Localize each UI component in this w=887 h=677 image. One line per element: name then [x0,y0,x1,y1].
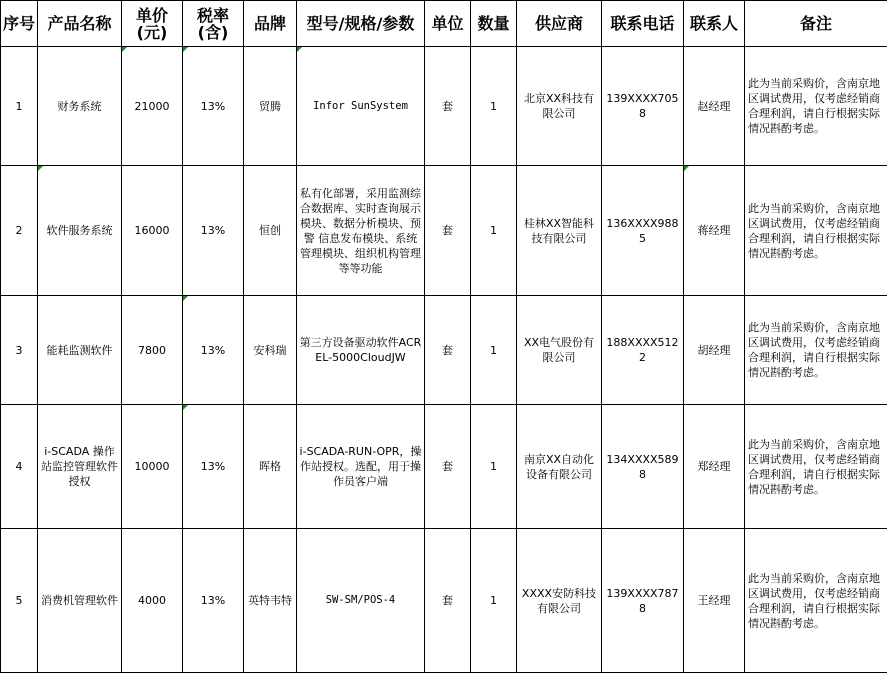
cell-unit-price[interactable]: 10000 [122,405,183,529]
cell-product-name[interactable]: 能耗监测软件 [38,296,122,405]
cell-remark[interactable]: 此为当前采购价，含南京地区调试费用，仅考虑经销商合理利润，请自行根据实际情况斟酌考虑。 [745,296,887,405]
table-row [1,296,887,405]
cell-product-name[interactable]: 软件服务系统 [38,166,122,296]
header-brand[interactable]: 品牌 [244,1,297,47]
header-supplier[interactable]: 供应商 [517,1,602,47]
cell-supplier[interactable]: XXXX安防科技有限公司 [517,529,602,673]
header-unit-price[interactable]: 单价(元) [122,1,183,47]
cell-no[interactable]: 3 [1,296,38,405]
cell-remark[interactable]: 此为当前采购价，含南京地区调试费用，仅考虑经销商合理利润，请自行根据实际情况斟酌考虑。 [745,47,887,166]
cell-brand[interactable]: 英特韦特 [244,529,297,673]
cell-unit-price[interactable]: 16000 [122,166,183,296]
cell-quantity[interactable]: 1 [471,529,517,673]
cell-unit[interactable]: 套 [425,47,471,166]
cell-supplier[interactable]: 北京XX科技有限公司 [517,47,602,166]
header-quantity[interactable]: 数量 [471,1,517,47]
cell-product-name[interactable]: 财务系统 [38,47,122,166]
cell-quantity[interactable]: 1 [471,166,517,296]
cell-brand[interactable]: 晖格 [244,405,297,529]
cell-no[interactable]: 1 [1,47,38,166]
cell-spec[interactable]: i-SCADA-RUN-OPR，操作站授权。选配，用于操作员客户端 [297,405,425,529]
cell-no[interactable]: 2 [1,166,38,296]
cell-unit[interactable]: 套 [425,529,471,673]
cell-tax-rate[interactable]: 13% [183,405,244,529]
cell-contact[interactable]: 赵经理 [684,47,745,166]
cell-brand[interactable]: 恒创 [244,166,297,296]
cell-unit[interactable]: 套 [425,296,471,405]
cell-quantity[interactable]: 1 [471,47,517,166]
cell-contact[interactable]: 胡经理 [684,296,745,405]
header-row [1,1,887,47]
table-row [1,405,887,529]
header-product-name[interactable]: 产品名称 [38,1,122,47]
cell-product-name[interactable]: 消费机管理软件 [38,529,122,673]
cell-phone[interactable]: 139XXXX7058 [602,47,684,166]
header-unit[interactable]: 单位 [425,1,471,47]
header-tax-rate[interactable]: 税率(含) [183,1,244,47]
cell-remark[interactable]: 此为当前采购价，含南京地区调试费用，仅考虑经销商合理利润，请自行根据实际情况斟酌考虑。 [745,166,887,296]
cell-phone[interactable]: 134XXXX5898 [602,405,684,529]
cell-quantity[interactable]: 1 [471,296,517,405]
cell-phone[interactable]: 136XXXX9885 [602,166,684,296]
cell-quantity[interactable]: 1 [471,405,517,529]
cell-spec[interactable]: 第三方设备驱动软件ACREL-5000CloudJW [297,296,425,405]
cell-unit[interactable]: 套 [425,166,471,296]
cell-phone[interactable]: 139XXXX7878 [602,529,684,673]
cell-remark[interactable]: 此为当前采购价，含南京地区调试费用，仅考虑经销商合理利润，请自行根据实际情况斟酌考虑。 [745,529,887,673]
cell-brand[interactable]: 贸腾 [244,47,297,166]
cell-remark[interactable]: 此为当前采购价，含南京地区调试费用，仅考虑经销商合理利润，请自行根据实际情况斟酌考虑。 [745,405,887,529]
cell-brand[interactable]: 安科瑞 [244,296,297,405]
table-row [1,47,887,166]
cell-contact[interactable]: 郑经理 [684,405,745,529]
cell-unit-price[interactable]: 7800 [122,296,183,405]
cell-spec[interactable]: SW-SM/POS-4 [297,529,425,673]
cell-product-name[interactable]: i-SCADA 操作站监控管理软件授权 [38,405,122,529]
cell-tax-rate[interactable]: 13% [183,166,244,296]
header-remark[interactable]: 备注 [745,1,887,47]
cell-no[interactable]: 4 [1,405,38,529]
header-phone[interactable]: 联系电话 [602,1,684,47]
cell-spec[interactable]: Infor SunSystem [297,47,425,166]
cell-tax-rate[interactable]: 13% [183,529,244,673]
header-spec[interactable]: 型号/规格/参数 [297,1,425,47]
cell-contact[interactable]: 王经理 [684,529,745,673]
cell-tax-rate[interactable]: 13% [183,47,244,166]
cell-supplier[interactable]: XX电气股份有限公司 [517,296,602,405]
cell-unit-price[interactable]: 4000 [122,529,183,673]
header-no[interactable]: 序号 [1,1,38,47]
table-row [1,529,887,673]
cell-unit[interactable]: 套 [425,405,471,529]
cell-supplier[interactable]: 桂林XX智能科技有限公司 [517,166,602,296]
cell-tax-rate[interactable]: 13% [183,296,244,405]
cell-contact[interactable]: 蒋经理 [684,166,745,296]
cell-no[interactable]: 5 [1,529,38,673]
table-row [1,166,887,296]
cell-phone[interactable]: 188XXXX5122 [602,296,684,405]
header-contact[interactable]: 联系人 [684,1,745,47]
cell-spec[interactable]: 私有化部署，采用监测综合数据库、实时查询展示模块、数据分析模块、预警 信息发布模块、系统管理模块、组织机构管理等等功能 [297,166,425,296]
cell-supplier[interactable]: 南京XX自动化设备有限公司 [517,405,602,529]
cell-unit-price[interactable]: 21000 [122,47,183,166]
